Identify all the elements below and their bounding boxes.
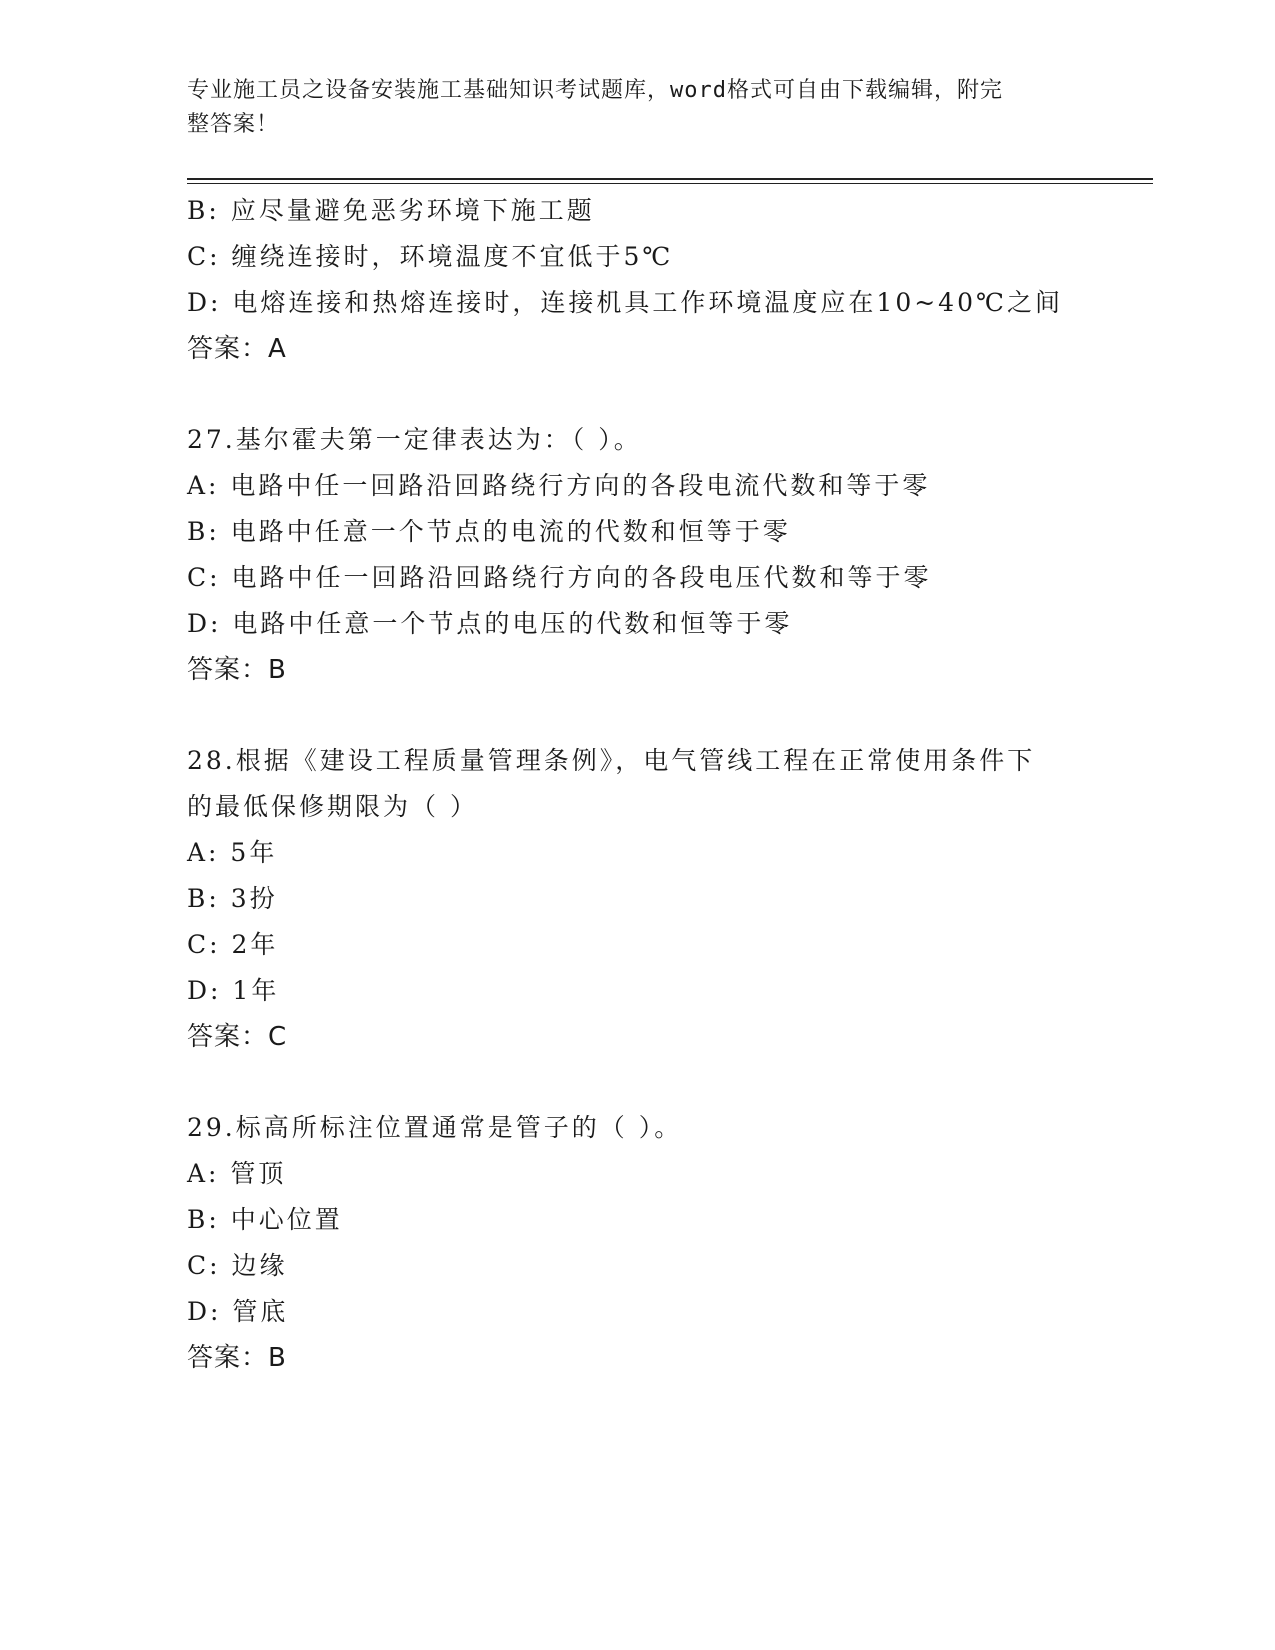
option-d: D: 管底 xyxy=(187,1297,289,1326)
question-stem: 27.基尔霍夫第一定律表达为：（ ）。 xyxy=(187,425,642,454)
option-a: A: 5年 xyxy=(187,838,278,867)
question-27 xyxy=(187,417,1087,693)
question-list xyxy=(187,188,1087,1381)
option-b: B: 电路中任意一个节点的电流的代数和恒等于零 xyxy=(187,517,791,546)
option-c: C: 2年 xyxy=(187,930,279,959)
question-stem: 29.标高所标注位置通常是管子的（ ）。 xyxy=(187,1113,683,1142)
option-b: B: 应尽量避免恶劣环境下施工题 xyxy=(187,196,595,225)
answer: 答案：B xyxy=(187,655,287,685)
option-d: D: 电熔连接和热熔连接时，连接机具工作环境温度应在10~40℃之间 xyxy=(187,288,1063,317)
header-divider-thin xyxy=(187,183,1153,184)
question-gap xyxy=(187,693,1087,738)
document-header xyxy=(187,74,1067,142)
option-b: B: 3扮 xyxy=(187,884,278,913)
option-c: C: 电路中任一回路沿回路绕行方向的各段电压代数和等于零 xyxy=(187,563,932,592)
question-29 xyxy=(187,1105,1087,1381)
question-gap xyxy=(187,1060,1087,1105)
answer: 答案：C xyxy=(187,1022,288,1052)
option-a: A: 管顶 xyxy=(187,1159,287,1188)
header-line-1: 专业施工员之设备安装施工基础知识考试题库，word格式可自由下载编辑，附完 xyxy=(187,78,1003,103)
option-c: C: 缠绕连接时，环境温度不宜低于5℃ xyxy=(187,242,674,271)
option-d: D: 电路中任意一个节点的电压的代数和恒等于零 xyxy=(187,609,793,638)
option-c: C: 边缘 xyxy=(187,1251,288,1280)
answer: 答案：B xyxy=(187,1343,287,1373)
option-d: D: 1年 xyxy=(187,976,280,1005)
header-divider-thick xyxy=(187,178,1153,180)
answer: 答案：A xyxy=(187,334,287,364)
question-26-tail xyxy=(187,188,1087,372)
question-stem-line-2: 的最低保修期限为（ ） xyxy=(187,792,478,821)
header-line-2: 整答案！ xyxy=(187,112,280,137)
question-stem-line-1: 28.根据《建设工程质量管理条例》，电气管线工程在正常使用条件下 xyxy=(187,746,1036,775)
question-28 xyxy=(187,738,1087,1060)
option-b: B: 中心位置 xyxy=(187,1205,343,1234)
option-a: A: 电路中任一回路沿回路绕行方向的各段电流代数和等于零 xyxy=(187,471,931,500)
question-gap xyxy=(187,372,1087,417)
